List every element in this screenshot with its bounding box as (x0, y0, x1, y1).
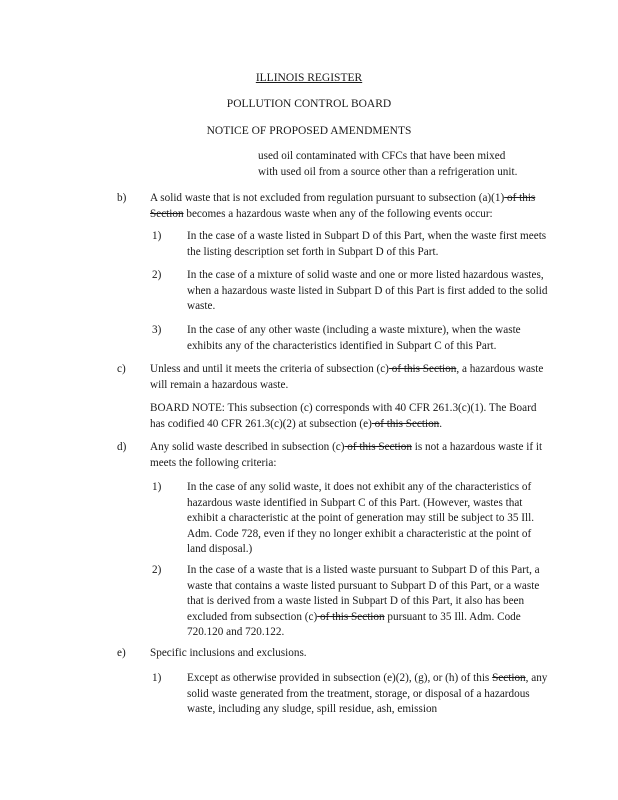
d-item-2-text (187, 563, 549, 641)
board-note-text-1: BOARD NOTE: This subsection (c) corresponds with 40 CFR 261.3(c)(1). The Board has codified 40 CFR 261.3(c)(2) at subsection (e) (150, 402, 537, 430)
b-item-2-label: 2) (152, 269, 162, 281)
register-title: ILLINOIS REGISTER (255, 72, 363, 84)
b-item-3-text: In the case of any other waste (including a waste mixture), when the waste exhibits any of the characteristics identified in Subpart C of this Part. (187, 324, 521, 352)
subsection-b-label: b) (117, 192, 127, 204)
d-text-2: is not a hazardous waste if it meets the following criteria: (150, 441, 543, 469)
b-text-2: becomes a hazardous waste when any of the following events occur: (183, 207, 493, 220)
c-text-1: Unless and until it meets the criteria of subsection (c) (150, 363, 389, 375)
c-deleted-text: of this Section (388, 363, 457, 375)
board-note (150, 401, 550, 432)
board-note-deleted: of this Section (371, 417, 440, 430)
d-text-1: Any solid waste described in subsection (c) (150, 441, 345, 453)
d-item-2-text-2: pursuant to 35 Ill. Adm. Code 720.120 and 720.122. (187, 610, 521, 638)
b-item-3-label: 3) (152, 324, 162, 336)
e-item-1-deleted: Section (492, 672, 526, 684)
continuation-line-2: with used oil from a source other than a refrigeration unit. (258, 165, 518, 178)
b-text-1: A solid waste that is not excluded from regulation pursuant to subsection (a)(1) (150, 192, 505, 204)
continuation-text (258, 149, 558, 180)
b-item-1-text: In the case of a waste listed in Subpart D of this Part, when the waste first meets the listing description set forth in Subpart D of this Part. (187, 230, 547, 258)
subsection-e-text: Specific inclusions and exclusions. (150, 647, 307, 659)
e-item-1-label: 1) (152, 672, 162, 684)
d-item-1-text: In the case of any solid waste, it does not exhibit any of the characteristics of hazardous waste identified in Subpart C of this Part. (However, wastes that exhibit a characteristic at the point of generation may still be subject to 35 Ill. Adm. Code 728, even if they no longer exhibit a characteristic at the point of land disposal.) (187, 481, 535, 555)
e-item-1-text-1: Except as otherwise provided in subsection (e)(2), (g), or (h) of this (187, 672, 493, 684)
continuation-line-1: used oil contaminated with CFCs that have been mixed (258, 150, 506, 162)
subsection-d-label: d) (117, 441, 127, 453)
subsection-c-label: c) (117, 363, 126, 375)
b-deleted-text: of this Section (150, 192, 536, 220)
b-item-2-text: In the case of a mixture of solid waste and one or more listed hazardous wastes, when a hazardous waste listed in Subpart D of this Part is first added to the solid waste. (187, 269, 548, 312)
notice-title: NOTICE OF PROPOSED AMENDMENTS (206, 125, 412, 137)
subsection-d-text (150, 440, 550, 471)
d-item-2-label: 2) (152, 564, 162, 576)
subsection-e-label: e) (117, 647, 126, 659)
b-item-1-label: 1) (152, 230, 162, 242)
board-note-text-2: . (439, 417, 443, 430)
board-title: POLLUTION CONTROL BOARD (226, 98, 392, 110)
e-item-1-text-2: , any solid waste generated from the treatment, storage, or disposal of a hazardous waste, including any sludge, spill residue, ash, emission (187, 672, 548, 715)
e-item-1-text (187, 671, 549, 718)
d-item-1-label: 1) (152, 481, 162, 493)
c-text-2: , a hazardous waste will remain a hazardous waste. (150, 363, 544, 391)
subsection-c-text (150, 362, 550, 393)
d-item-2-text-1: In the case of a waste that is a listed waste pursuant to Subpart D of this Part, a waste that contains a waste listed pursuant to Subpart D of this Part, or a waste that is derived from a waste listed in Subpart D of this Part, it also has been excluded from subsection (c) (187, 564, 540, 623)
subsection-b-text (150, 191, 550, 222)
d-item-2-deleted: of this Section (317, 610, 385, 623)
d-deleted-text: of this Section (344, 441, 412, 453)
